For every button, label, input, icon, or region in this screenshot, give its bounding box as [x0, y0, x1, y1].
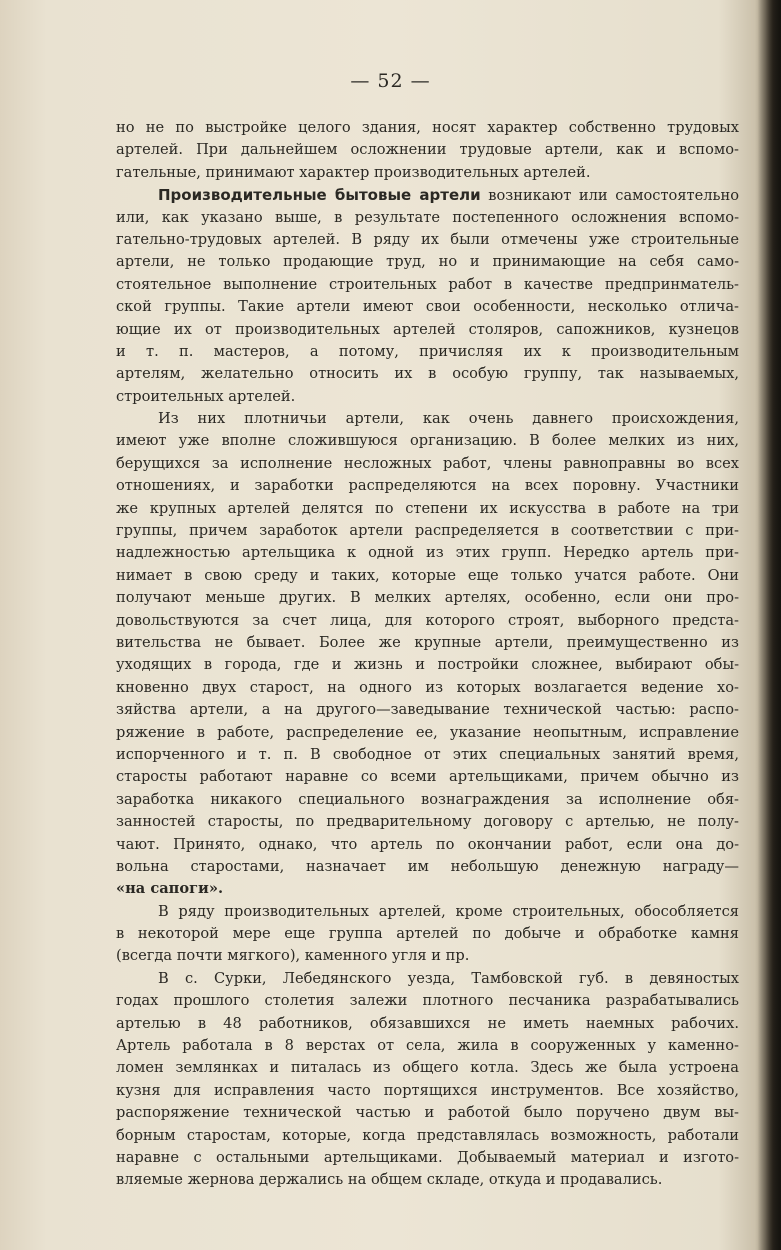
text-line: артелей. При дальнейшем осложнении трудовые артели, как и вспомо-	[116, 141, 739, 159]
text-line: чают. Принято, однако, что артель по окончании работ, если она до-	[116, 835, 739, 853]
text-line: старосты работают наравне со всеми артельщиками, причем обычно из	[116, 768, 739, 786]
text-line: испорченного и т. п. В свободное от этих специальных занятий время,	[116, 745, 739, 763]
bold-term: Производительные бытовые артели	[158, 186, 481, 205]
text-line: наравне с остальными артельщиками. Добываемый материал и изгото-	[116, 1148, 739, 1166]
text-line: кузня для исправления часто портящихся инструментов. Все хозяйство,	[116, 1081, 739, 1099]
text-line: заработка никакого специального вознаграждения за исполнение обя-	[116, 790, 739, 808]
text-line: в некоторой мере еще группа артелей по добыче и обработке камня	[116, 925, 739, 943]
text-line: или, как указано выше, в результате постепенного осложнения вспомо-	[116, 208, 739, 226]
text-line: имеют уже вполне сложившуюся организацию. В более мелких из них,	[116, 432, 739, 450]
text-line: ломен землянках и питалась из общего котла. Здесь же была устроена	[116, 1059, 739, 1077]
text-line: годах прошлого столетия залежи плотного песчаника разрабатывались	[116, 992, 739, 1010]
text-line: артели, не только продающие труд, но и принимающие на себя само-	[116, 253, 739, 271]
text-line: «на сапоги».	[116, 880, 224, 898]
text-line: ряжение в работе, распределение ее, указание неопытным, исправление	[116, 723, 739, 741]
text-line: кновенно двух старост, на одного из которых возлагается ведение хо-	[116, 678, 739, 696]
text-line: ской группы. Такие артели имеют свои особенности, несколько отлича-	[116, 298, 739, 316]
paragraph-stone-artels	[116, 901, 739, 968]
text-line: занностей старосты, по предварительному договору с артелью, не полу-	[116, 813, 739, 831]
text-line: и т. п. мастеров, а потому, причисляя их к производительным	[116, 342, 739, 360]
text-line: надлежностью артельщика к одной из этих групп. Нередко артель при-	[116, 544, 739, 562]
text-line: нимает в свою среду и таких, которые еще только учатся работе. Они	[116, 566, 739, 584]
text-line: Из них плотничьи артели, как очень давнего происхождения,	[158, 410, 739, 428]
text-line: артелям, желательно относить их в особую группу, так называемых,	[116, 365, 739, 383]
text-line	[116, 184, 739, 206]
text-fragment: возникают или самостоятельно	[480, 187, 739, 205]
text-line: отношениях, и заработки распределяются на всех поровну. Участники	[116, 477, 739, 495]
text-line: гательные, принимают характер производительных артелей.	[116, 163, 591, 181]
text-line: строительных артелей.	[116, 387, 296, 405]
text-line: стоятельное выполнение строительных работ в качестве предпринматель-	[116, 275, 739, 293]
text-line: вляемые жернова держались на общем складе, откуда и продавались.	[116, 1171, 663, 1189]
page-edge-shadow	[755, 0, 781, 1250]
text-line: распоряжение технической частью и работой было поручено двум вы-	[116, 1104, 739, 1122]
text-line: уходящих в города, где и жизнь и постройки сложнее, выбирают обы-	[116, 656, 739, 674]
body-text	[116, 117, 739, 1192]
text-line: вольна старостами, назначает им небольшую денежную награду—	[116, 857, 739, 875]
text-line: гательно-трудовых артелей. В ряду их были отмечены уже строительные	[116, 230, 739, 248]
text-line: группы, причем заработок артели распределяется в соответствии с при-	[116, 522, 739, 540]
text-line: берущихся за исполнение несложных работ, члены равноправны во всех	[116, 454, 739, 472]
paragraph-surki-example	[116, 968, 739, 1192]
paragraph-carpenter-artels	[116, 408, 739, 901]
text-line: же крупных артелей делятся по степени их искусства в работе на три	[116, 499, 739, 517]
text-line: борным старостам, которые, когда представлялась возможность, работали	[116, 1126, 739, 1144]
text-line: зяйства артели, а на другого—заведывание технической частью: распо-	[116, 701, 739, 719]
text-line: ющие их от производительных артелей столяров, сапожников, кузнецов	[116, 320, 739, 338]
page-number: — 52 —	[350, 70, 431, 92]
text-line: вительства не бывает. Более же крупные артели, преимущественно из	[116, 633, 739, 651]
text-line: артелью в 48 работников, обязавшихся не иметь наемных рабочих.	[116, 1014, 739, 1032]
text-line: получают меньше других. В мелких артелях, особенно, если они про-	[116, 589, 739, 607]
paragraph-productive-artels	[116, 184, 739, 408]
text-line: (всегда почти мягкого), каменного угля и пр.	[116, 947, 470, 965]
text-line: Артель работала в 8 верстах от села, жила в сооруженных у каменно-	[116, 1037, 739, 1055]
text-line: В ряду производительных артелей, кроме строительных, обособляется	[158, 902, 739, 920]
text-line: но не по выстройке целого здания, носят характер собственно трудовых	[116, 119, 739, 136]
paragraph-continuation	[116, 117, 739, 184]
text-line: В с. Сурки, Лебедянского уезда, Тамбовской губ. в девяностых	[158, 969, 739, 987]
text-line: довольствуются за счет лица, для которого строят, выборного предста-	[116, 611, 739, 629]
